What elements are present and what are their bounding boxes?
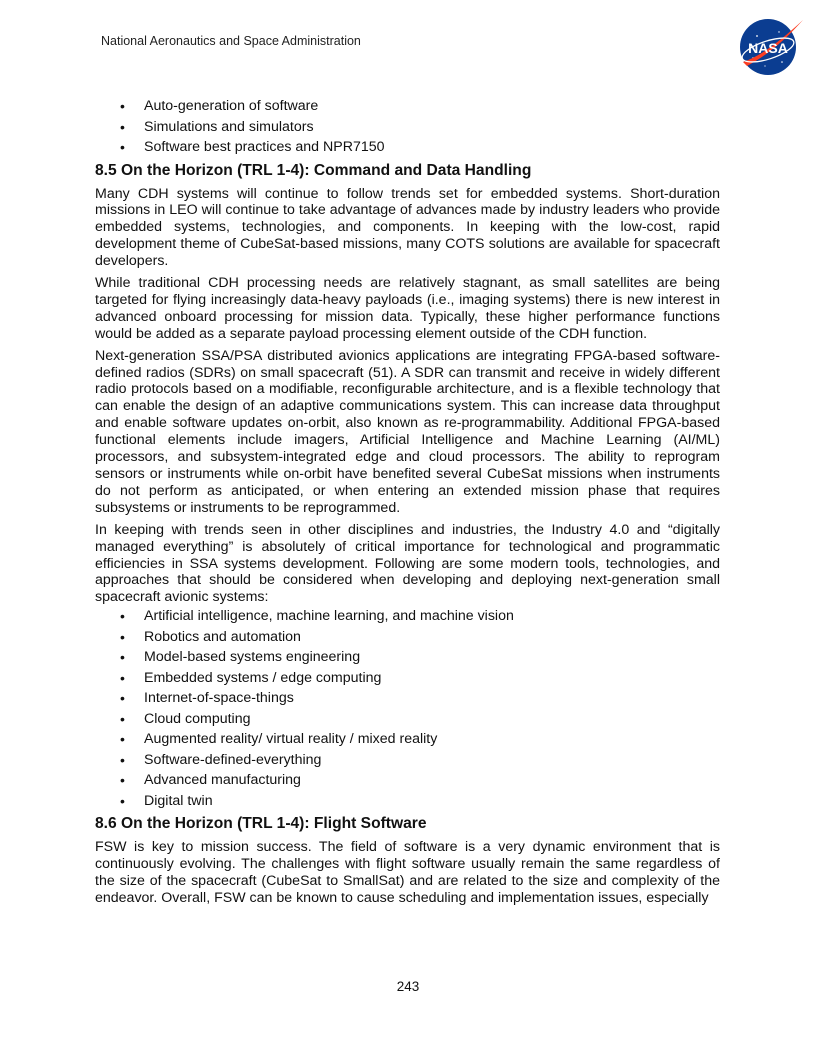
section-heading-8-5: 8.5 On the Horizon (TRL 1-4): Command and Data Handling: [95, 161, 532, 179]
paragraph: Many CDH systems will continue to follow trends set for embedded systems. Short-duration missions in LEO will continue to take advantage of advances made by industry leaders who provide embedded systems, technologies, and components. In keeping with the low-cost, rapid development theme of CubeSat-based missions, many COTS solutions are available for spacecraft developers.: [95, 185, 720, 270]
list-item: • Augmented reality/ virtual reality / mixed reality: [95, 729, 720, 750]
list-item: • Software-defined-everything: [95, 750, 720, 771]
list-item: • Robotics and automation: [95, 627, 720, 648]
nasa-logo-text: NASA: [748, 40, 788, 56]
list-item: • Auto-generation of software: [95, 96, 720, 117]
list-item: • Simulations and simulators: [95, 117, 720, 138]
section-heading-8-6: 8.6 On the Horizon (TRL 1-4): Flight Software: [95, 815, 427, 833]
list-item: • Internet-of-space-things: [95, 688, 720, 709]
top-bullet-list: [95, 96, 720, 158]
page-number: 243: [396, 979, 420, 994]
list-item: • Advanced manufacturing: [95, 770, 720, 791]
list-item: • Cloud computing: [95, 709, 720, 730]
list-item: • Model-based systems engineering: [95, 647, 720, 668]
document-body: [95, 96, 720, 912]
list-item: • Digital twin: [95, 791, 720, 812]
list-item: • Artificial intelligence, machine learning, and machine vision: [95, 606, 720, 627]
paragraph: FSW is key to mission success. The field of software is a very dynamic environment that is continuously evolving. The challenges with flight software usually remain the same regardless of the size of the spacecraft (CubeSat to SmallSat) and are related to the size and complexity of the endeavor. Overall, FSW can be known to cause scheduling and implementation issues, especially: [95, 839, 720, 906]
paragraph: Next-generation SSA/PSA distributed avionics applications are integrating FPGA-based software-defined radios (SDRs) on small spacecraft (51). A SDR can transmit and receive in widely different radio protocols based on a modifiable, reconfigurable architecture, and is a flexible technology that can enable the design of an adaptive communications system. This can increase data throughput and enable software updates on-orbit, also known as re-programmability. Additional FPGA-based functional elements include imagers, Artificial Intelligence and Machine Learning (AI/ML) processors, and subsystem-integrated edge and cloud processors. The ability to reprogram sensors or instruments while on-orbit have benefited several CubeSat missions when instruments do not perform as anticipated, or when entering an extended mission phase that requires subsystems or instruments to be reprogrammed.: [95, 347, 720, 516]
organization-name: National Aeronautics and Space Administration: [101, 34, 361, 48]
paragraph: In keeping with trends seen in other disciplines and industries, the Industry 4.0 and “digitally managed everything” is absolutely of critical importance for technological and programmatic efficiencies in SSA systems development. Following are some modern tools, technologies, and approaches that should be considered when developing and deploying next-generation small spacecraft avionic systems:: [95, 521, 720, 606]
list-item: • Embedded systems / edge computing: [95, 668, 720, 689]
technology-bullet-list: [95, 606, 720, 811]
paragraph: While traditional CDH processing needs are relatively stagnant, as small satellites are being targeted for flying increasingly data-heavy payloads (i.e., imaging systems) there is new interest in advanced onboard processing for mission data. Typically, these higher performance functions would be added as a separate payload processing element outside of the CDH function.: [95, 275, 720, 342]
nasa-logo: [735, 14, 805, 78]
list-item: • Software best practices and NPR7150: [95, 137, 720, 158]
